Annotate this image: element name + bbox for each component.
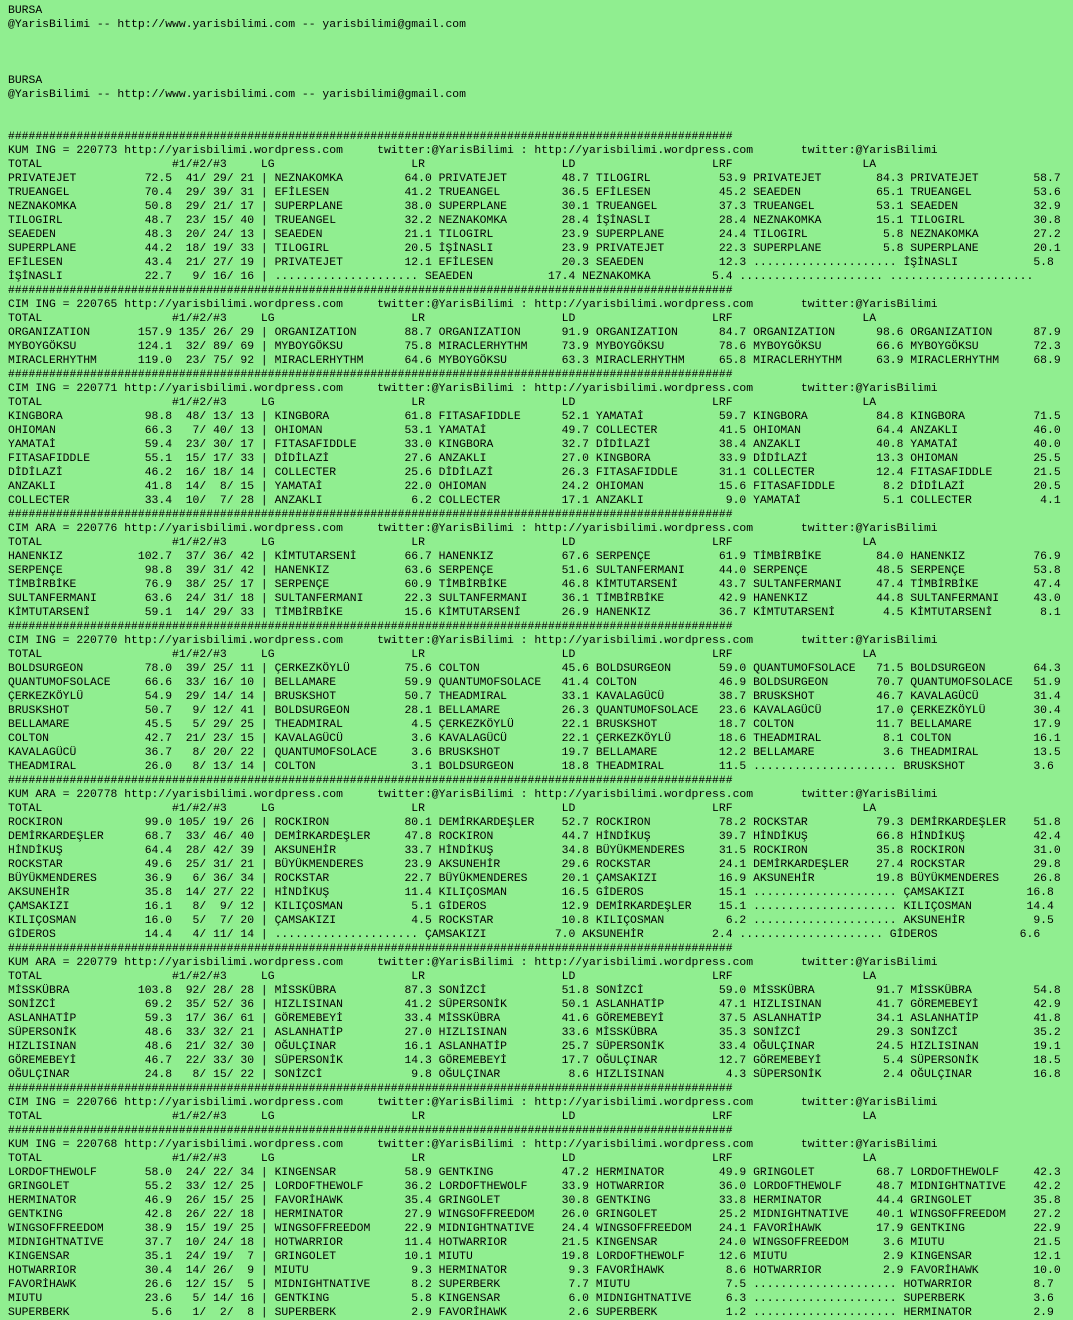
table-row: SEAEDEN 48.3 20/ 24/ 13 | SEAEDEN 21.1 TILOGIRL 23.9 SUPERPLANE 24.4 TILOGIRL 5.8 NEZNAKOMKA 27.2 bbox=[8, 229, 1061, 241]
race-header: CIM ARA = 220776 http://yarisbilimi.wordpress.com twitter:@YarisBilimi : http://yarisbilimi.wordpress.com twitter:@YarisBilimi bbox=[8, 523, 938, 535]
race-header: KUM ING = 220768 http://yarisbilimi.wordpress.com twitter:@YarisBilimi : http://yarisbilimi.wordpress.com twitter:@YarisBilimi bbox=[8, 1139, 938, 1151]
table-row: BELLAMARE 45.5 5/ 29/ 25 | THEADMIRAL 4.5 ÇERKEZKÖYLÜ 22.1 BRUSKSHOT 18.7 COLTON 11.7 BELLAMARE 17.9 bbox=[8, 719, 1061, 731]
table-row: GENTKING 42.8 26/ 22/ 18 | HERMINATOR 27.9 WINGSOFFREEDOM 26.0 GRINGOLET 25.2 MIDNIGHTNATIVE 40.1 WINGSOFFREEDOM 27.2 bbox=[8, 1209, 1061, 1221]
table-row: MIUTU 23.6 5/ 14/ 16 | GENTKING 5.8 KINGENSAR 6.0 MIDNIGHTNATIVE 6.3 ..................... SUPERBERK 3.6 bbox=[8, 1293, 1054, 1305]
table-row: TİMBİRBİKE 76.9 38/ 25/ 17 | SERPENÇE 60.9 TİMBİRBİKE 46.8 KİMTUTARSENİ 43.7 SULTANFERMANI 47.4 TİMBİRBİKE 47.4 bbox=[8, 579, 1061, 591]
column-header: TOTAL #1/#2/#3 LG LR LD LRF LA bbox=[8, 159, 877, 171]
table-row: TILOGIRL 48.7 23/ 15/ 40 | TRUEANGEL 32.2 NEZNAKOMKA 28.4 İŞİNASLI 28.4 NEZNAKOMKA 15.1 TILOGIRL 30.8 bbox=[8, 215, 1061, 227]
table-row: THEADMIRAL 26.0 8/ 13/ 14 | COLTON 3.1 BOLDSURGEON 18.8 THEADMIRAL 11.5 ..................... BRUSKSHOT 3.6 bbox=[8, 761, 1054, 773]
separator-line: ########################################################################################################## bbox=[8, 621, 733, 633]
header-line: BURSA bbox=[8, 5, 43, 17]
separator-line: ########################################################################################################## bbox=[8, 1125, 733, 1137]
header-line: BURSA bbox=[8, 75, 43, 87]
table-row: EFİLESEN 43.4 21/ 27/ 19 | PRIVATEJET 12.1 EFİLESEN 20.3 SEAEDEN 12.3 ..................... İŞİNASLI 5.8 bbox=[8, 257, 1054, 269]
table-row: ORGANIZATION 157.9 135/ 26/ 29 | ORGANIZATION 88.7 ORGANIZATION 91.9 ORGANIZATION 84.7 ORGANIZATION 98.6 ORGANIZATION 87.9 bbox=[8, 327, 1061, 339]
table-row: OĞULÇINAR 24.8 8/ 15/ 22 | SONİZCİ 9.8 OĞULÇINAR 8.6 HIZLISINAN 4.3 SÜPERSONİK 2.4 OĞULÇINAR 16.8 bbox=[8, 1069, 1061, 1081]
table-row: KINGBORA 98.8 48/ 13/ 13 | KINGBORA 61.8 FITASAFIDDLE 52.1 YAMATAİ 59.7 KINGBORA 84.8 KINGBORA 71.5 bbox=[8, 411, 1061, 423]
table-row: SONİZCİ 69.2 35/ 52/ 36 | HIZLISINAN 41.2 SÜPERSONİK 50.1 ASLANHATİP 47.1 HIZLISINAN 41.7 GÖREMEBEYİ 42.9 bbox=[8, 999, 1061, 1011]
column-header: TOTAL #1/#2/#3 LG LR LD LRF LA bbox=[8, 397, 877, 409]
table-row: MIRACLERHYTHM 119.0 23/ 75/ 92 | MIRACLERHYTHM 64.6 MYBOYGÖKSU 63.3 MIRACLERHYTHM 65.8 MIRACLERHYTHM 63.9 MIRACLERHYTHM 68.9 bbox=[8, 355, 1061, 367]
column-header: TOTAL #1/#2/#3 LG LR LD LRF LA bbox=[8, 1153, 877, 1165]
header-line: @YarisBilimi -- http://www.yarisbilimi.com -- yarisbilimi@gmail.com bbox=[8, 19, 466, 31]
table-row: NEZNAKOMKA 50.8 29/ 21/ 17 | SUPERPLANE 38.0 SUPERPLANE 30.1 TRUEANGEL 37.3 TRUEANGEL 53.1 SEAEDEN 32.9 bbox=[8, 201, 1061, 213]
column-header: TOTAL #1/#2/#3 LG LR LD LRF LA bbox=[8, 649, 877, 661]
separator-line: ########################################################################################################## bbox=[8, 775, 733, 787]
table-row: GRINGOLET 55.2 33/ 12/ 25 | LORDOFTHEWOLF 36.2 LORDOFTHEWOLF 33.9 HOTWARRIOR 36.0 LORDOFTHEWOLF 48.7 MIDNIGHTNATIVE 42.2 bbox=[8, 1181, 1061, 1193]
table-row: TRUEANGEL 70.4 29/ 39/ 31 | EFİLESEN 41.2 TRUEANGEL 36.5 EFİLESEN 45.2 SEAEDEN 65.1 TRUEANGEL 53.6 bbox=[8, 187, 1061, 199]
table-row: HANENKIZ 102.7 37/ 36/ 42 | KİMTUTARSENİ 66.7 HANENKIZ 67.6 SERPENÇE 61.9 TİMBİRBİKE 84.0 HANENKIZ 76.9 bbox=[8, 551, 1061, 563]
header-line bbox=[8, 60, 1073, 74]
separator-line: ########################################################################################################## bbox=[8, 285, 733, 297]
column-header: TOTAL #1/#2/#3 LG LR LD LRF LA bbox=[8, 313, 877, 325]
table-row: ROCKSTAR 49.6 25/ 31/ 21 | BÜYÜKMENDERES 23.9 AKSUNEHİR 29.6 ROCKSTAR 24.1 DEMİRKARDEŞLER 27.4 ROCKSTAR 29.8 bbox=[8, 859, 1061, 871]
table-row: İŞİNASLI 22.7 9/ 16/ 16 | ..................... SEAEDEN 17.4 NEZNAKOMKA 5.4 ..................... ..................... bbox=[8, 271, 1034, 283]
table-row: MIDNIGHTNATIVE 37.7 10/ 24/ 18 | HOTWARRIOR 11.4 HOTWARRIOR 21.5 KINGENSAR 24.0 WINGSOFFREEDOM 3.6 MIUTU 21.5 bbox=[8, 1237, 1061, 1249]
table-row: DEMİRKARDEŞLER 68.7 33/ 46/ 40 | DEMİRKARDEŞLER 47.8 ROCKIRON 44.7 HİNDİKUŞ 39.7 HİNDİKUŞ 66.8 HİNDİKUŞ 42.4 bbox=[8, 831, 1061, 843]
table-row: YAMATAİ 59.4 23/ 30/ 17 | FITASAFIDDLE 33.0 KINGBORA 32.7 DİDİLAZİ 38.4 ANZAKLI 40.8 YAMATAİ 40.0 bbox=[8, 439, 1061, 451]
table-row: KILIÇOSMAN 16.0 5/ 7/ 20 | ÇAMSAKIZI 4.5 ROCKSTAR 10.8 KILIÇOSMAN 6.2 ..................... AKSUNEHİR 9.5 bbox=[8, 915, 1054, 927]
table-row: SERPENÇE 98.8 39/ 31/ 42 | HANENKIZ 63.6 SERPENÇE 51.6 SULTANFERMANI 44.0 SERPENÇE 48.5 SERPENÇE 53.8 bbox=[8, 565, 1061, 577]
table-row: GİDEROS 14.4 4/ 11/ 14 | ..................... ÇAMSAKIZI 7.0 AKSUNEHİR 2.4 ..................... GİDEROS 6.6 bbox=[8, 929, 1041, 941]
table-row: ROCKIRON 99.0 105/ 19/ 26 | ROCKIRON 80.1 DEMİRKARDEŞLER 52.7 ROCKIRON 78.2 ROCKSTAR 79.3 DEMİRKARDEŞLER 51.8 bbox=[8, 817, 1061, 829]
race-header: KUM ARA = 220778 http://yarisbilimi.wordpress.com twitter:@YarisBilimi : http://yarisbilimi.wordpress.com twitter:@YarisBilimi bbox=[8, 789, 938, 801]
table-row: FAVORİHAWK 26.6 12/ 15/ 5 | MIDNIGHTNATIVE 8.2 SUPERBERK 7.7 MIUTU 7.5 ..................... HOTWARRIOR 8.7 bbox=[8, 1279, 1054, 1291]
table-row: SULTANFERMANI 63.6 24/ 31/ 18 | SULTANFERMANI 22.3 SULTANFERMANI 36.1 TİMBİRBİKE 42.9 HANENKIZ 44.8 SULTANFERMANI 43.0 bbox=[8, 593, 1061, 605]
table-row: MİSSKÜBRA 103.8 92/ 28/ 28 | MİSSKÜBRA 87.3 SONİZCİ 51.8 SONİZCİ 59.0 MİSSKÜBRA 91.7 MİSSKÜBRA 54.8 bbox=[8, 985, 1061, 997]
race-header: KUM ARA = 220779 http://yarisbilimi.wordpress.com twitter:@YarisBilimi : http://yarisbilimi.wordpress.com twitter:@YarisBilimi bbox=[8, 957, 938, 969]
race-header: CIM ING = 220771 http://yarisbilimi.wordpress.com twitter:@YarisBilimi : http://yarisbilimi.wordpress.com twitter:@YarisBilimi bbox=[8, 383, 938, 395]
table-row: ÇERKEZKÖYLÜ 54.9 29/ 14/ 14 | BRUSKSHOT 50.7 THEADMIRAL 33.1 KAVALAGÜCÜ 38.7 BRUSKSHOT 46.7 KAVALAGÜCÜ 31.4 bbox=[8, 691, 1061, 703]
table-row: BRUSKSHOT 50.7 9/ 12/ 41 | BOLDSURGEON 28.1 BELLAMARE 26.3 QUANTUMOFSOLACE 23.6 KAVALAGÜCÜ 17.0 ÇERKEZKÖYLÜ 30.4 bbox=[8, 705, 1061, 717]
race-header: CIM ING = 220766 http://yarisbilimi.wordpress.com twitter:@YarisBilimi : http://yarisbilimi.wordpress.com twitter:@YarisBilimi bbox=[8, 1097, 938, 1109]
table-row: COLTON 42.7 21/ 23/ 15 | KAVALAGÜCÜ 3.6 KAVALAGÜCÜ 22.1 ÇERKEZKÖYLÜ 18.6 THEADMIRAL 8.1 COLTON 16.1 bbox=[8, 733, 1061, 745]
table-row: SUPERPLANE 44.2 18/ 19/ 33 | TILOGIRL 20.5 İŞİNASLI 23.9 PRIVATEJET 22.3 SUPERPLANE 5.8 SUPERPLANE 20.1 bbox=[8, 243, 1061, 255]
table-row: DİDİLAZİ 46.2 16/ 18/ 14 | COLLECTER 25.6 DİDİLAZİ 26.3 FITASAFIDDLE 31.1 COLLECTER 12.4 FITASAFIDDLE 21.5 bbox=[8, 467, 1061, 479]
table-row: GÖREMEBEYİ 46.7 22/ 33/ 30 | SÜPERSONİK 14.3 GÖREMEBEYİ 17.7 OĞULÇINAR 12.7 GÖREMEBEYİ 5.4 SÜPERSONİK 18.5 bbox=[8, 1055, 1061, 1067]
table-row: SUPERBERK 5.6 1/ 2/ 8 | SUPERBERK 2.9 FAVORİHAWK 2.6 SUPERBERK 1.2 ..................... HERMINATOR 2.9 bbox=[8, 1307, 1054, 1319]
table-row: MYBOYGÖKSU 124.1 32/ 89/ 69 | MYBOYGÖKSU 75.8 MIRACLERHYTHM 73.9 MYBOYGÖKSU 78.6 MYBOYGÖKSU 66.6 MYBOYGÖKSU 72.3 bbox=[8, 341, 1061, 353]
table-row: BOLDSURGEON 78.0 39/ 25/ 11 | ÇERKEZKÖYLÜ 75.6 COLTON 45.6 BOLDSURGEON 59.0 QUANTUMOFSOLACE 71.5 BOLDSURGEON 64.3 bbox=[8, 663, 1061, 675]
header-line bbox=[8, 116, 1073, 130]
header-line bbox=[8, 102, 1073, 116]
column-header: TOTAL #1/#2/#3 LG LR LD LRF LA bbox=[8, 537, 877, 549]
column-header: TOTAL #1/#2/#3 LG LR LD LRF LA bbox=[8, 803, 877, 815]
table-row: ASLANHATİP 59.3 17/ 36/ 61 | GÖREMEBEYİ 33.4 MİSSKÜBRA 41.6 GÖREMEBEYİ 37.5 ASLANHATİP 34.1 ASLANHATİP 41.8 bbox=[8, 1013, 1061, 1025]
table-row: PRIVATEJET 72.5 41/ 29/ 21 | NEZNAKOMKA 64.0 PRIVATEJET 48.7 TILOGIRL 53.9 PRIVATEJET 84.3 PRIVATEJET 58.7 bbox=[8, 173, 1061, 185]
table-row: HOTWARRIOR 30.4 14/ 26/ 9 | MIUTU 9.3 HERMINATOR 9.3 FAVORİHAWK 8.6 HOTWARRIOR 2.9 FAVORİHAWK 10.0 bbox=[8, 1265, 1061, 1277]
header-line: @YarisBilimi -- http://www.yarisbilimi.com -- yarisbilimi@gmail.com bbox=[8, 89, 466, 101]
separator-line: ########################################################################################################## bbox=[8, 1083, 733, 1095]
column-header: TOTAL #1/#2/#3 LG LR LD LRF LA bbox=[8, 971, 877, 983]
race-header: CIM ING = 220770 http://yarisbilimi.wordpress.com twitter:@YarisBilimi : http://yarisbilimi.wordpress.com twitter:@YarisBilimi bbox=[8, 635, 938, 647]
table-row: KİMTUTARSENİ 59.1 14/ 29/ 33 | TİMBİRBİKE 15.6 KİMTUTARSENİ 26.9 HANENKIZ 36.7 KİMTUTARSENİ 4.5 KİMTUTARSENİ 8.1 bbox=[8, 607, 1061, 619]
table-row: AKSUNEHİR 35.8 14/ 27/ 22 | HİNDİKUŞ 11.4 KILIÇOSMAN 16.5 GİDEROS 15.1 ..................... ÇAMSAKIZI 16.8 bbox=[8, 887, 1054, 899]
table-row: ANZAKLI 41.8 14/ 8/ 15 | YAMATAİ 22.0 OHIOMAN 24.2 OHIOMAN 15.6 FITASAFIDDLE 8.2 DİDİLAZİ 20.5 bbox=[8, 481, 1061, 493]
table-row: KAVALAGÜCÜ 36.7 8/ 20/ 22 | QUANTUMOFSOLACE 3.6 BRUSKSHOT 19.7 BELLAMARE 12.2 BELLAMARE 3.6 THEADMIRAL 13.5 bbox=[8, 747, 1061, 759]
column-header: TOTAL #1/#2/#3 LG LR LD LRF LA bbox=[8, 1111, 877, 1123]
table-row: WINGSOFFREEDOM 38.9 15/ 19/ 25 | WINGSOFFREEDOM 22.9 MIDNIGHTNATIVE 24.4 WINGSOFFREEDOM 24.1 FAVORİHAWK 17.9 GENTKING 22.9 bbox=[8, 1223, 1061, 1235]
table-row: FITASAFIDDLE 55.1 15/ 17/ 33 | DİDİLAZİ 27.6 ANZAKLI 27.0 KINGBORA 33.9 DİDİLAZİ 13.3 OHIOMAN 25.5 bbox=[8, 453, 1061, 465]
race-header: CIM ING = 220765 http://yarisbilimi.wordpress.com twitter:@YarisBilimi : http://yarisbilimi.wordpress.com twitter:@YarisBilimi bbox=[8, 299, 938, 311]
separator-line: ########################################################################################################## bbox=[8, 369, 733, 381]
separator-line: ########################################################################################################## bbox=[8, 131, 733, 143]
header-line bbox=[8, 32, 1073, 46]
separator-line: ########################################################################################################## bbox=[8, 509, 733, 521]
table-row: QUANTUMOFSOLACE 66.6 33/ 16/ 10 | BELLAMARE 59.9 QUANTUMOFSOLACE 41.4 COLTON 46.9 BOLDSURGEON 70.7 QUANTUMOFSOLACE 51.9 bbox=[8, 677, 1061, 689]
separator-line: ########################################################################################################## bbox=[8, 943, 733, 955]
table-row: HERMINATOR 46.9 26/ 15/ 25 | FAVORİHAWK 35.4 GRINGOLET 30.8 GENTKING 33.8 HERMINATOR 44.4 GRINGOLET 35.8 bbox=[8, 1195, 1061, 1207]
table-row: ÇAMSAKIZI 16.1 8/ 9/ 12 | KILIÇOSMAN 5.1 GİDEROS 12.9 DEMİRKARDEŞLER 15.1 ..................... KILIÇOSMAN 14.4 bbox=[8, 901, 1054, 913]
table-row: HİNDİKUŞ 64.4 28/ 42/ 39 | AKSUNEHİR 33.7 HİNDİKUŞ 34.8 BÜYÜKMENDERES 31.5 ROCKIRON 35.8 ROCKIRON 31.0 bbox=[8, 845, 1061, 857]
table-row: COLLECTER 33.4 10/ 7/ 28 | ANZAKLI 6.2 COLLECTER 17.1 ANZAKLI 9.0 YAMATAİ 5.1 COLLECTER 4.1 bbox=[8, 495, 1061, 507]
table-row: LORDOFTHEWOLF 58.0 24/ 22/ 34 | KINGENSAR 58.9 GENTKING 47.2 HERMINATOR 49.9 GRINGOLET 68.7 LORDOFTHEWOLF 42.3 bbox=[8, 1167, 1061, 1179]
table-row: OHIOMAN 66.3 7/ 40/ 13 | OHIOMAN 53.1 YAMATAİ 49.7 COLLECTER 41.5 OHIOMAN 64.4 ANZAKLI 46.0 bbox=[8, 425, 1061, 437]
table-row: HIZLISINAN 48.6 21/ 32/ 30 | OĞULÇINAR 16.1 ASLANHATİP 25.7 SÜPERSONİK 33.4 OĞULÇINAR 24.5 HIZLISINAN 19.1 bbox=[8, 1041, 1061, 1053]
table-row: SÜPERSONİK 48.6 33/ 32/ 21 | ASLANHATİP 27.0 HIZLISINAN 33.6 MİSSKÜBRA 35.3 SONİZCİ 29.3 SONİZCİ 35.2 bbox=[8, 1027, 1061, 1039]
race-header: KUM ING = 220773 http://yarisbilimi.wordpress.com twitter:@YarisBilimi : http://yarisbilimi.wordpress.com twitter:@YarisBilimi bbox=[8, 145, 938, 157]
table-row: KINGENSAR 35.1 24/ 19/ 7 | GRINGOLET 10.1 MIUTU 19.8 LORDOFTHEWOLF 12.6 MIUTU 2.9 KINGENSAR 12.1 bbox=[8, 1251, 1061, 1263]
table-row: BÜYÜKMENDERES 36.9 6/ 36/ 34 | ROCKSTAR 22.7 BÜYÜKMENDERES 20.1 ÇAMSAKIZI 16.9 AKSUNEHİR 19.8 BÜYÜKMENDERES 26.8 bbox=[8, 873, 1061, 885]
header-line bbox=[8, 46, 1073, 60]
